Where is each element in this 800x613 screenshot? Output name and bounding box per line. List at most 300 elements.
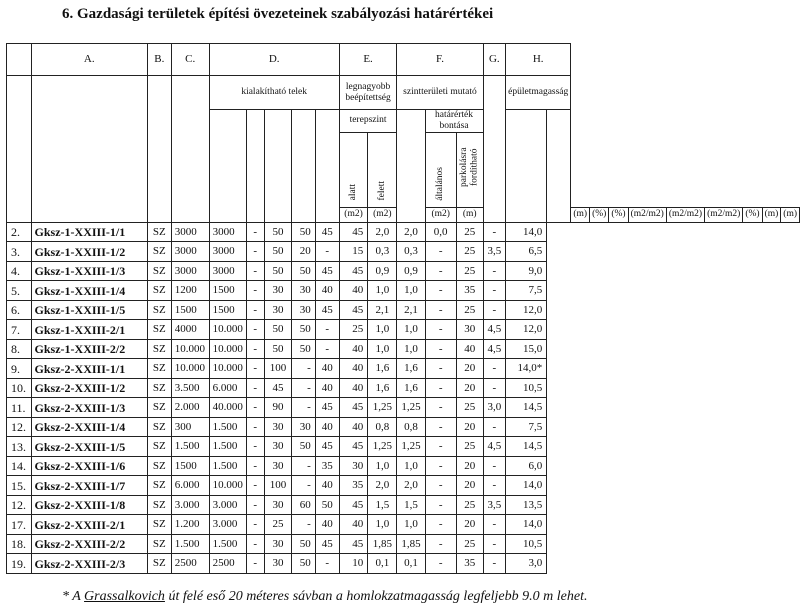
header-blank bbox=[397, 110, 425, 223]
table-cell: 40 bbox=[339, 359, 368, 379]
table-cell: - bbox=[292, 359, 316, 379]
table-cell: 50 bbox=[292, 320, 316, 340]
table-cell: 25 bbox=[339, 320, 368, 340]
zone-code: Gksz-1-XXIII-1/1 bbox=[31, 222, 147, 242]
table-cell: SZ bbox=[147, 242, 171, 262]
unit-cell: (m2/m2) bbox=[666, 207, 704, 222]
table-cell: 6,0 bbox=[506, 456, 547, 476]
table-cell: 20 bbox=[456, 456, 483, 476]
table-cell: 30 bbox=[264, 554, 291, 574]
table-cell: 1,0 bbox=[368, 339, 397, 359]
table-cell: - bbox=[246, 398, 264, 418]
table-cell: 0,1 bbox=[368, 554, 397, 574]
row-number: 17. bbox=[7, 515, 32, 535]
table-cell: 13,5 bbox=[506, 495, 547, 515]
table-cell: - bbox=[246, 515, 264, 535]
table-cell: - bbox=[246, 261, 264, 281]
table-cell: 14,5 bbox=[506, 398, 547, 418]
row-number: 14. bbox=[7, 456, 32, 476]
table-cell: 10.000 bbox=[171, 359, 209, 379]
table-cell: 4,5 bbox=[483, 437, 506, 457]
unit-cell: (%) bbox=[590, 207, 609, 222]
table-row bbox=[7, 515, 800, 535]
table-cell: 10.000 bbox=[209, 339, 246, 359]
header-col-g: G. bbox=[483, 44, 506, 76]
row-number: 18. bbox=[7, 534, 32, 554]
zone-code: Gksz-2-XXIII-2/3 bbox=[31, 554, 147, 574]
row-number: 7. bbox=[7, 320, 32, 340]
table-cell: - bbox=[292, 398, 316, 418]
zone-code: Gksz-2-XXIII-2/1 bbox=[31, 515, 147, 535]
table-cell: 1.500 bbox=[209, 456, 246, 476]
table-cell: 30 bbox=[264, 437, 291, 457]
table-cell: - bbox=[246, 417, 264, 437]
table-cell: 1.500 bbox=[209, 417, 246, 437]
table-cell: SZ bbox=[147, 320, 171, 340]
table-cell: - bbox=[483, 281, 506, 301]
table-cell: SZ bbox=[147, 495, 171, 515]
zone-code: Gksz-2-XXIII-1/8 bbox=[31, 495, 147, 515]
table-cell: 1500 bbox=[209, 281, 246, 301]
header-blank bbox=[292, 110, 316, 223]
table-cell: 40 bbox=[339, 515, 368, 535]
row-number: 8. bbox=[7, 339, 32, 359]
unit-cell: (%) bbox=[743, 207, 762, 222]
table-row bbox=[7, 417, 800, 437]
table-cell: SZ bbox=[147, 476, 171, 496]
header-blank bbox=[315, 110, 339, 223]
table-cell: 3,0 bbox=[506, 554, 547, 574]
table-cell: 30 bbox=[264, 456, 291, 476]
table-cell: - bbox=[425, 534, 456, 554]
table-cell: - bbox=[483, 222, 506, 242]
header-col-a: A. bbox=[31, 44, 147, 76]
table-cell: 2,1 bbox=[368, 300, 397, 320]
table-cell: 40 bbox=[315, 417, 339, 437]
table-cell: 1,0 bbox=[368, 515, 397, 535]
table-cell: 3000 bbox=[171, 242, 209, 262]
table-cell: 2,0 bbox=[368, 476, 397, 496]
row-number: 15. bbox=[7, 476, 32, 496]
table-cell: 50 bbox=[292, 261, 316, 281]
regulation-table bbox=[6, 43, 800, 574]
table-cell: 0,3 bbox=[397, 242, 425, 262]
table-cell: 4,5 bbox=[483, 320, 506, 340]
table-cell: 1,5 bbox=[368, 495, 397, 515]
table-cell: 2,0 bbox=[397, 476, 425, 496]
table-cell: 20 bbox=[456, 476, 483, 496]
table-cell: 45 bbox=[339, 534, 368, 554]
table-cell: SZ bbox=[147, 534, 171, 554]
header-blank bbox=[31, 76, 147, 223]
unit-cell: (m) bbox=[781, 207, 800, 222]
table-cell: 1.500 bbox=[171, 437, 209, 457]
unit-cell: (m2) bbox=[339, 207, 368, 222]
table-row bbox=[7, 554, 800, 574]
table-cell: SZ bbox=[147, 437, 171, 457]
table-cell: 20 bbox=[292, 242, 316, 262]
header-col-c: C. bbox=[171, 44, 209, 76]
table-cell: 15,0 bbox=[506, 339, 547, 359]
table-cell: 50 bbox=[264, 320, 291, 340]
table-cell: 45 bbox=[339, 261, 368, 281]
table-cell: 1,85 bbox=[368, 534, 397, 554]
table-cell: 0,0 bbox=[425, 222, 456, 242]
table-cell: 30 bbox=[264, 300, 291, 320]
table-cell: 40 bbox=[339, 339, 368, 359]
unit-cell: (m) bbox=[571, 207, 590, 222]
table-cell: 45 bbox=[339, 437, 368, 457]
header-blank bbox=[483, 76, 506, 223]
table-cell: 2500 bbox=[209, 554, 246, 574]
zone-code: Gksz-2-XXIII-2/2 bbox=[31, 534, 147, 554]
table-cell: - bbox=[425, 398, 456, 418]
table-cell: 10.000 bbox=[209, 359, 246, 379]
table-cell: - bbox=[315, 242, 339, 262]
table-cell: 50 bbox=[292, 339, 316, 359]
table-cell: 1.500 bbox=[209, 437, 246, 457]
table-cell: - bbox=[483, 359, 506, 379]
table-cell: 9,0 bbox=[506, 261, 547, 281]
table-cell: 1.200 bbox=[171, 515, 209, 535]
table-row bbox=[7, 222, 800, 242]
table-cell: 10,5 bbox=[506, 378, 547, 398]
table-cell: SZ bbox=[147, 456, 171, 476]
table-cell: - bbox=[292, 515, 316, 535]
table-cell: 1500 bbox=[171, 300, 209, 320]
zone-code: Gksz-2-XXIII-1/4 bbox=[31, 417, 147, 437]
table-cell: 0,8 bbox=[368, 417, 397, 437]
table-cell: 1,0 bbox=[397, 320, 425, 340]
table-cell: - bbox=[246, 339, 264, 359]
table-cell: 100 bbox=[264, 359, 291, 379]
table-cell: 14,0 bbox=[506, 222, 547, 242]
zone-code: Gksz-2-XXIII-1/3 bbox=[31, 398, 147, 418]
table-cell: - bbox=[315, 320, 339, 340]
table-cell: 45 bbox=[315, 261, 339, 281]
row-number: 3. bbox=[7, 242, 32, 262]
table-cell: 14,5 bbox=[506, 437, 547, 457]
zone-code: Gksz-1-XXIII-1/4 bbox=[31, 281, 147, 301]
table-cell: 45 bbox=[339, 398, 368, 418]
table-cell: - bbox=[425, 417, 456, 437]
table-cell: 7,5 bbox=[506, 417, 547, 437]
header-col-e: E. bbox=[339, 44, 397, 76]
table-cell: 25 bbox=[456, 261, 483, 281]
header-blank bbox=[264, 110, 291, 223]
table-cell: 1,0 bbox=[397, 339, 425, 359]
table-cell: 1,25 bbox=[368, 398, 397, 418]
table-row bbox=[7, 261, 800, 281]
table-row bbox=[7, 456, 800, 476]
table-cell: 50 bbox=[292, 437, 316, 457]
table-cell: - bbox=[483, 456, 506, 476]
table-cell: - bbox=[315, 339, 339, 359]
table-cell: 4,5 bbox=[483, 339, 506, 359]
header-altalanos: általános bbox=[425, 132, 456, 207]
table-cell: 50 bbox=[264, 222, 291, 242]
table-cell: 30 bbox=[292, 417, 316, 437]
header-alatt: alatt bbox=[339, 132, 368, 207]
table-cell: 1,6 bbox=[397, 378, 425, 398]
row-number: 5. bbox=[7, 281, 32, 301]
table-cell: - bbox=[246, 534, 264, 554]
table-cell: 1,85 bbox=[397, 534, 425, 554]
table-cell: 20 bbox=[456, 515, 483, 535]
table-cell: 14,0 bbox=[506, 515, 547, 535]
table-cell: 3.000 bbox=[209, 515, 246, 535]
zone-code: Gksz-2-XXIII-1/7 bbox=[31, 476, 147, 496]
header-col-d: D. bbox=[209, 44, 339, 76]
row-number: 12. bbox=[7, 417, 32, 437]
table-cell: 25 bbox=[456, 300, 483, 320]
table-cell: 0,8 bbox=[397, 417, 425, 437]
table-cell: - bbox=[425, 495, 456, 515]
zone-code: Gksz-1-XXIII-2/2 bbox=[31, 339, 147, 359]
footnote: * A Grassalkovich út felé eső 20 méteres sávban a homlokzatmagasság legfeljebb 9.0 m lehet. bbox=[62, 589, 588, 604]
table-cell: - bbox=[425, 378, 456, 398]
table-cell: - bbox=[246, 554, 264, 574]
table-cell: 15 bbox=[339, 242, 368, 262]
table-row bbox=[7, 339, 800, 359]
table-cell: 10 bbox=[339, 554, 368, 574]
table-cell: 30 bbox=[264, 495, 291, 515]
table-cell: - bbox=[425, 515, 456, 535]
table-cell: 1,0 bbox=[397, 456, 425, 476]
table-cell: 45 bbox=[315, 437, 339, 457]
table-cell: 25 bbox=[456, 242, 483, 262]
header-col-b: B. bbox=[147, 44, 171, 76]
zone-code: Gksz-1-XXIII-1/3 bbox=[31, 261, 147, 281]
table-cell: 0,1 bbox=[397, 554, 425, 574]
table-cell: - bbox=[246, 281, 264, 301]
table-cell: 1.500 bbox=[171, 534, 209, 554]
table-cell: 25 bbox=[456, 437, 483, 457]
header-parkolasra: parkolásra fordítható bbox=[456, 132, 483, 207]
table-cell: - bbox=[425, 437, 456, 457]
table-cell: 6.000 bbox=[209, 378, 246, 398]
table-cell: 1500 bbox=[171, 456, 209, 476]
header-szintteruleti-mutato: szintterületi mutató bbox=[397, 76, 483, 110]
table-cell: 12,0 bbox=[506, 320, 547, 340]
row-number: 4. bbox=[7, 261, 32, 281]
header-col-f: F. bbox=[397, 44, 483, 76]
table-cell: 35 bbox=[456, 554, 483, 574]
table-cell: - bbox=[483, 378, 506, 398]
table-cell: 3,0 bbox=[483, 398, 506, 418]
table-row bbox=[7, 476, 800, 496]
table-row bbox=[7, 495, 800, 515]
table-cell: 7,5 bbox=[506, 281, 547, 301]
table-cell: 50 bbox=[292, 554, 316, 574]
table-cell: 20 bbox=[456, 378, 483, 398]
table-cell: - bbox=[425, 320, 456, 340]
table-cell: 6.000 bbox=[171, 476, 209, 496]
table-cell: 1,6 bbox=[397, 359, 425, 379]
table-cell: 50 bbox=[315, 495, 339, 515]
table-cell: 0,9 bbox=[368, 261, 397, 281]
table-cell: 2.000 bbox=[171, 398, 209, 418]
header-legnagyobb-beepitettseg: legnagyobb beépítettség bbox=[339, 76, 397, 110]
zone-code: Gksz-2-XXIII-1/2 bbox=[31, 378, 147, 398]
table-cell: 1,0 bbox=[397, 515, 425, 535]
table-cell: 40 bbox=[339, 417, 368, 437]
table-cell: 40 bbox=[315, 359, 339, 379]
table-cell: 30 bbox=[292, 281, 316, 301]
table-cell: 6,5 bbox=[506, 242, 547, 262]
table-row bbox=[7, 398, 800, 418]
unit-cell: (m) bbox=[762, 207, 781, 222]
table-cell: 1,0 bbox=[368, 456, 397, 476]
table-cell: - bbox=[246, 222, 264, 242]
table-cell: - bbox=[425, 261, 456, 281]
table-cell: SZ bbox=[147, 398, 171, 418]
table-cell: 25 bbox=[456, 495, 483, 515]
table-cell: 3,5 bbox=[483, 495, 506, 515]
table-cell: - bbox=[246, 242, 264, 262]
table-cell: 35 bbox=[456, 281, 483, 301]
table-cell: 1500 bbox=[209, 300, 246, 320]
table-cell: - bbox=[483, 476, 506, 496]
table-cell: 90 bbox=[264, 398, 291, 418]
header-epuletmagassag: épületmagasság bbox=[506, 76, 571, 110]
header-blank bbox=[506, 110, 547, 223]
table-cell: 50 bbox=[292, 534, 316, 554]
table-cell: 2500 bbox=[171, 554, 209, 574]
footnote-street-name: Grassalkovich bbox=[84, 589, 165, 604]
table-cell: 30 bbox=[264, 281, 291, 301]
table-cell: - bbox=[246, 476, 264, 496]
header-blank bbox=[209, 110, 246, 223]
table-cell: 4000 bbox=[171, 320, 209, 340]
table-cell: 14,0 bbox=[506, 476, 547, 496]
unit-cell: (%) bbox=[609, 207, 628, 222]
table-cell: - bbox=[315, 554, 339, 574]
table-cell: 50 bbox=[264, 242, 291, 262]
table-cell: 20 bbox=[456, 359, 483, 379]
table-cell: - bbox=[246, 300, 264, 320]
table-cell: 30 bbox=[264, 417, 291, 437]
table-cell: 45 bbox=[315, 300, 339, 320]
table-cell: 45 bbox=[315, 398, 339, 418]
table-row bbox=[7, 242, 800, 262]
table-cell: - bbox=[483, 534, 506, 554]
table-cell: 3000 bbox=[209, 222, 246, 242]
table-row bbox=[7, 281, 800, 301]
table-cell: 45 bbox=[264, 378, 291, 398]
row-number: 9. bbox=[7, 359, 32, 379]
header-hatarertek-bontasa: határérték bontása bbox=[425, 110, 483, 133]
zone-code: Gksz-1-XXIII-1/2 bbox=[31, 242, 147, 262]
row-number: 19. bbox=[7, 554, 32, 574]
table-cell: - bbox=[292, 456, 316, 476]
table-cell: 1,0 bbox=[397, 281, 425, 301]
table-cell: 40 bbox=[315, 515, 339, 535]
table-cell: SZ bbox=[147, 281, 171, 301]
header-col-h: H. bbox=[506, 44, 571, 76]
table-cell: 3.000 bbox=[209, 495, 246, 515]
row-number: 2. bbox=[7, 222, 32, 242]
table-cell: 3,5 bbox=[483, 242, 506, 262]
table-cell: - bbox=[425, 476, 456, 496]
table-cell: 100 bbox=[264, 476, 291, 496]
table-cell: - bbox=[425, 554, 456, 574]
zone-code: Gksz-2-XXIII-1/1 bbox=[31, 359, 147, 379]
header-blank bbox=[147, 76, 171, 223]
zone-code: Gksz-1-XXIII-2/1 bbox=[31, 320, 147, 340]
table-cell: - bbox=[425, 281, 456, 301]
table-cell: - bbox=[425, 242, 456, 262]
table-cell: 1,6 bbox=[368, 378, 397, 398]
table-cell: 0,9 bbox=[397, 261, 425, 281]
table-row bbox=[7, 437, 800, 457]
table-row bbox=[7, 359, 800, 379]
table-row bbox=[7, 320, 800, 340]
table-row bbox=[7, 378, 800, 398]
table-cell: SZ bbox=[147, 554, 171, 574]
table-cell: SZ bbox=[147, 359, 171, 379]
table-cell: 1,25 bbox=[397, 437, 425, 457]
table-cell: SZ bbox=[147, 261, 171, 281]
table-cell: - bbox=[292, 476, 316, 496]
table-cell: 40 bbox=[339, 378, 368, 398]
table-cell: 40 bbox=[315, 281, 339, 301]
table-cell: 45 bbox=[339, 495, 368, 515]
table-cell: 20 bbox=[456, 417, 483, 437]
table-cell: 25 bbox=[456, 398, 483, 418]
table-cell: 3000 bbox=[209, 242, 246, 262]
table-cell: 40 bbox=[456, 339, 483, 359]
table-cell: 45 bbox=[339, 300, 368, 320]
row-number: 11. bbox=[7, 398, 32, 418]
table-cell: 3.500 bbox=[171, 378, 209, 398]
table-cell: 3000 bbox=[209, 261, 246, 281]
table-cell: - bbox=[246, 437, 264, 457]
row-number: 12. bbox=[7, 495, 32, 515]
table-cell: 1,25 bbox=[397, 398, 425, 418]
table-cell: 2,0 bbox=[397, 222, 425, 242]
table-cell: SZ bbox=[147, 515, 171, 535]
table-cell: 0,3 bbox=[368, 242, 397, 262]
header-blank bbox=[246, 110, 264, 223]
table-cell: 12,0 bbox=[506, 300, 547, 320]
table-cell: - bbox=[246, 378, 264, 398]
table-cell: 25 bbox=[456, 534, 483, 554]
table-cell: SZ bbox=[147, 300, 171, 320]
table-cell: 50 bbox=[264, 339, 291, 359]
table-cell: SZ bbox=[147, 378, 171, 398]
unit-cell: (m2) bbox=[425, 207, 456, 222]
table-cell: - bbox=[246, 495, 264, 515]
unit-cell: (m2/m2) bbox=[705, 207, 743, 222]
table-cell: 25 bbox=[456, 222, 483, 242]
table-cell: - bbox=[425, 300, 456, 320]
table-cell: 1,6 bbox=[368, 359, 397, 379]
table-cell: 3.000 bbox=[171, 495, 209, 515]
table-cell: 25 bbox=[264, 515, 291, 535]
table-cell: 1.500 bbox=[209, 534, 246, 554]
table-cell: 40 bbox=[315, 476, 339, 496]
zone-code: Gksz-2-XXIII-1/6 bbox=[31, 456, 147, 476]
table-cell: 1,0 bbox=[368, 281, 397, 301]
table-cell: 45 bbox=[315, 222, 339, 242]
table-cell: 30 bbox=[292, 300, 316, 320]
table-cell: 1,25 bbox=[368, 437, 397, 457]
unit-cell: (m2/m2) bbox=[628, 207, 666, 222]
table-cell: 3000 bbox=[171, 222, 209, 242]
table-row bbox=[7, 534, 800, 554]
table-cell: 30 bbox=[264, 534, 291, 554]
